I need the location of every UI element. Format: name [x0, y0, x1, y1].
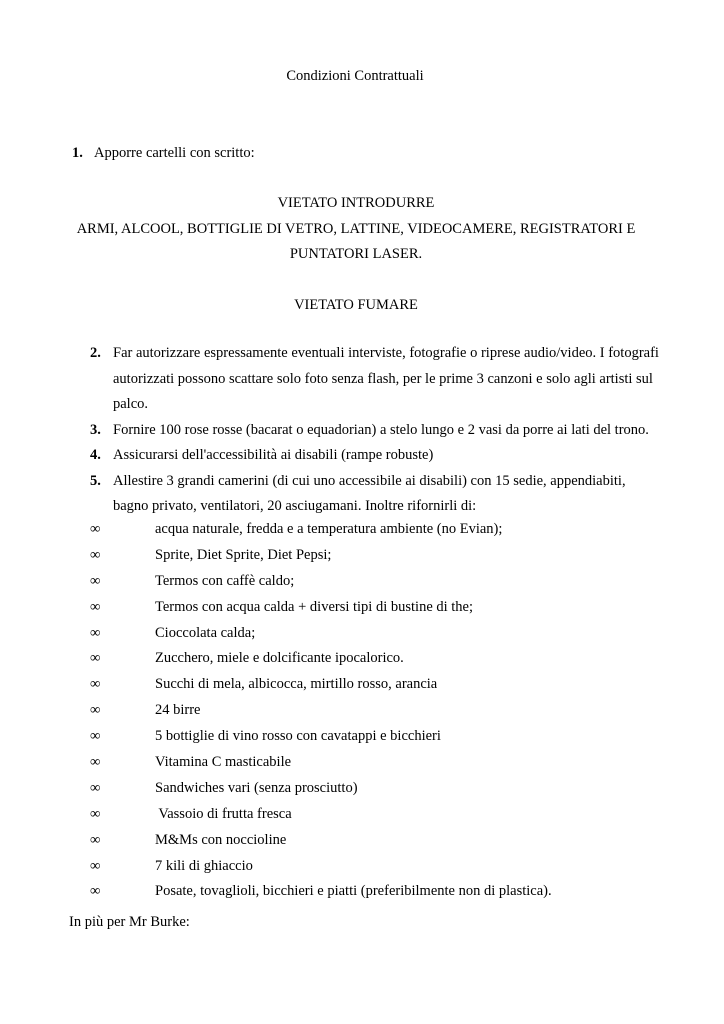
supply-item-text: Succhi di mela, albicocca, mirtillo rosso, arancia: [155, 676, 438, 693]
item-number: 5.: [90, 472, 101, 489]
item-number: 2.: [90, 345, 101, 361]
supply-item-text: Termos con acqua calda + diversi tipi di bustine di the;: [155, 598, 474, 615]
extra-note: In più per Mr Burke:: [69, 914, 190, 930]
item-text: Far autorizzare espressamente eventuali interviste, fotografie o riprese audio/video. I fotografi autorizzati possono scattare solo foto senza flash, per le prime 3 canzoni e solo agli artisti sul palco.: [113, 345, 659, 412]
supply-item-text: M&Ms con noccioline: [155, 831, 287, 848]
supply-list: [90, 517, 650, 905]
notice-line: VIETATO INTRODURRE: [277, 195, 435, 211]
item-text: Allestire 3 grandi camerini (di cui uno accessibile ai disabili) con 15 sedie, appendiabiti, bagno privato, ventilatori, 20 asciugamani. Inoltre rifornirli di:: [113, 472, 626, 514]
supply-item: [90, 543, 650, 569]
notice-no-entry: [70, 191, 642, 268]
supply-item: [90, 802, 650, 828]
supply-item-text: Zucchero, miele e dolcificante ipocalorico.: [155, 650, 404, 667]
supply-item-text: acqua naturale, fredda e a temperatura ambiente (no Evian);: [155, 521, 503, 537]
supply-item-text: Vitamina C masticabile: [155, 754, 292, 771]
item-number: 1.: [72, 145, 83, 161]
infinity-bullet-icon: ∞: [90, 883, 101, 900]
infinity-bullet-icon: ∞: [90, 624, 101, 641]
list-item: [90, 469, 660, 520]
infinity-bullet-icon: ∞: [90, 521, 101, 537]
supply-item: [90, 569, 650, 595]
infinity-bullet-icon: ∞: [90, 805, 101, 822]
numbered-list: [90, 341, 660, 520]
notice-no-smoking: VIETATO FUMARE: [294, 297, 418, 313]
infinity-bullet-icon: ∞: [90, 831, 101, 848]
infinity-bullet-icon: ∞: [90, 702, 101, 719]
item-text: Apporre cartelli con scritto:: [94, 145, 255, 161]
notice-line: PUNTATORI LASER.: [289, 246, 423, 262]
supply-item-text: 5 bottiglie di vino rosso con cavatappi e bicchieri: [155, 728, 441, 745]
supply-item-text: Posate, tovaglioli, bicchieri e piatti (preferibilmente non di plastica).: [155, 883, 552, 900]
supply-item: [90, 698, 650, 724]
infinity-bullet-icon: ∞: [90, 676, 101, 693]
infinity-bullet-icon: ∞: [90, 572, 101, 589]
infinity-bullet-icon: ∞: [90, 728, 101, 745]
supply-item: [90, 672, 650, 698]
item-number: 3.: [90, 421, 101, 438]
supply-item-text: Cioccolata calda;: [155, 624, 256, 641]
supply-item-text: 7 kili di ghiaccio: [155, 857, 253, 874]
item-text: Assicurarsi dell'accessibilità ai disabili (rampe robuste): [113, 447, 434, 463]
supply-item: [90, 595, 650, 621]
infinity-bullet-icon: ∞: [90, 754, 101, 771]
document-title: Condizioni Contrattuali: [286, 68, 424, 84]
infinity-bullet-icon: ∞: [90, 857, 101, 874]
infinity-bullet-icon: ∞: [90, 779, 101, 796]
supply-item: [90, 621, 650, 647]
list-item: [90, 341, 660, 418]
supply-item: [90, 750, 650, 776]
item-text: Fornire 100 rose rosse (bacarat o equadorian) a stelo lungo e 2 vasi da porre ai lati del trono.: [113, 421, 649, 438]
supply-item: [90, 828, 650, 854]
list-item-1: [72, 143, 255, 163]
supply-item: [90, 854, 650, 880]
infinity-bullet-icon: ∞: [90, 598, 101, 615]
supply-item: [90, 724, 650, 750]
supply-item: [90, 776, 650, 802]
supply-item-text: Termos con caffè caldo;: [155, 572, 295, 589]
supply-item: [90, 517, 650, 543]
supply-item: [90, 646, 650, 672]
supply-item-text: Sprite, Diet Sprite, Diet Pepsi;: [155, 546, 332, 563]
supply-item-text: Sandwiches vari (senza prosciutto): [155, 779, 358, 796]
infinity-bullet-icon: ∞: [90, 650, 101, 667]
supply-item-text: 24 birre: [155, 702, 201, 719]
supply-item: [90, 879, 650, 905]
supply-item-text: Vassoio di frutta fresca: [155, 805, 292, 822]
infinity-bullet-icon: ∞: [90, 546, 101, 563]
list-item: [90, 418, 660, 444]
list-item: [90, 443, 660, 469]
item-number: 4.: [90, 447, 101, 463]
notice-line: ARMI, ALCOOL, BOTTIGLIE DI VETRO, LATTINE, VIDEOCAMERE, REGISTRATORI E: [76, 220, 636, 237]
